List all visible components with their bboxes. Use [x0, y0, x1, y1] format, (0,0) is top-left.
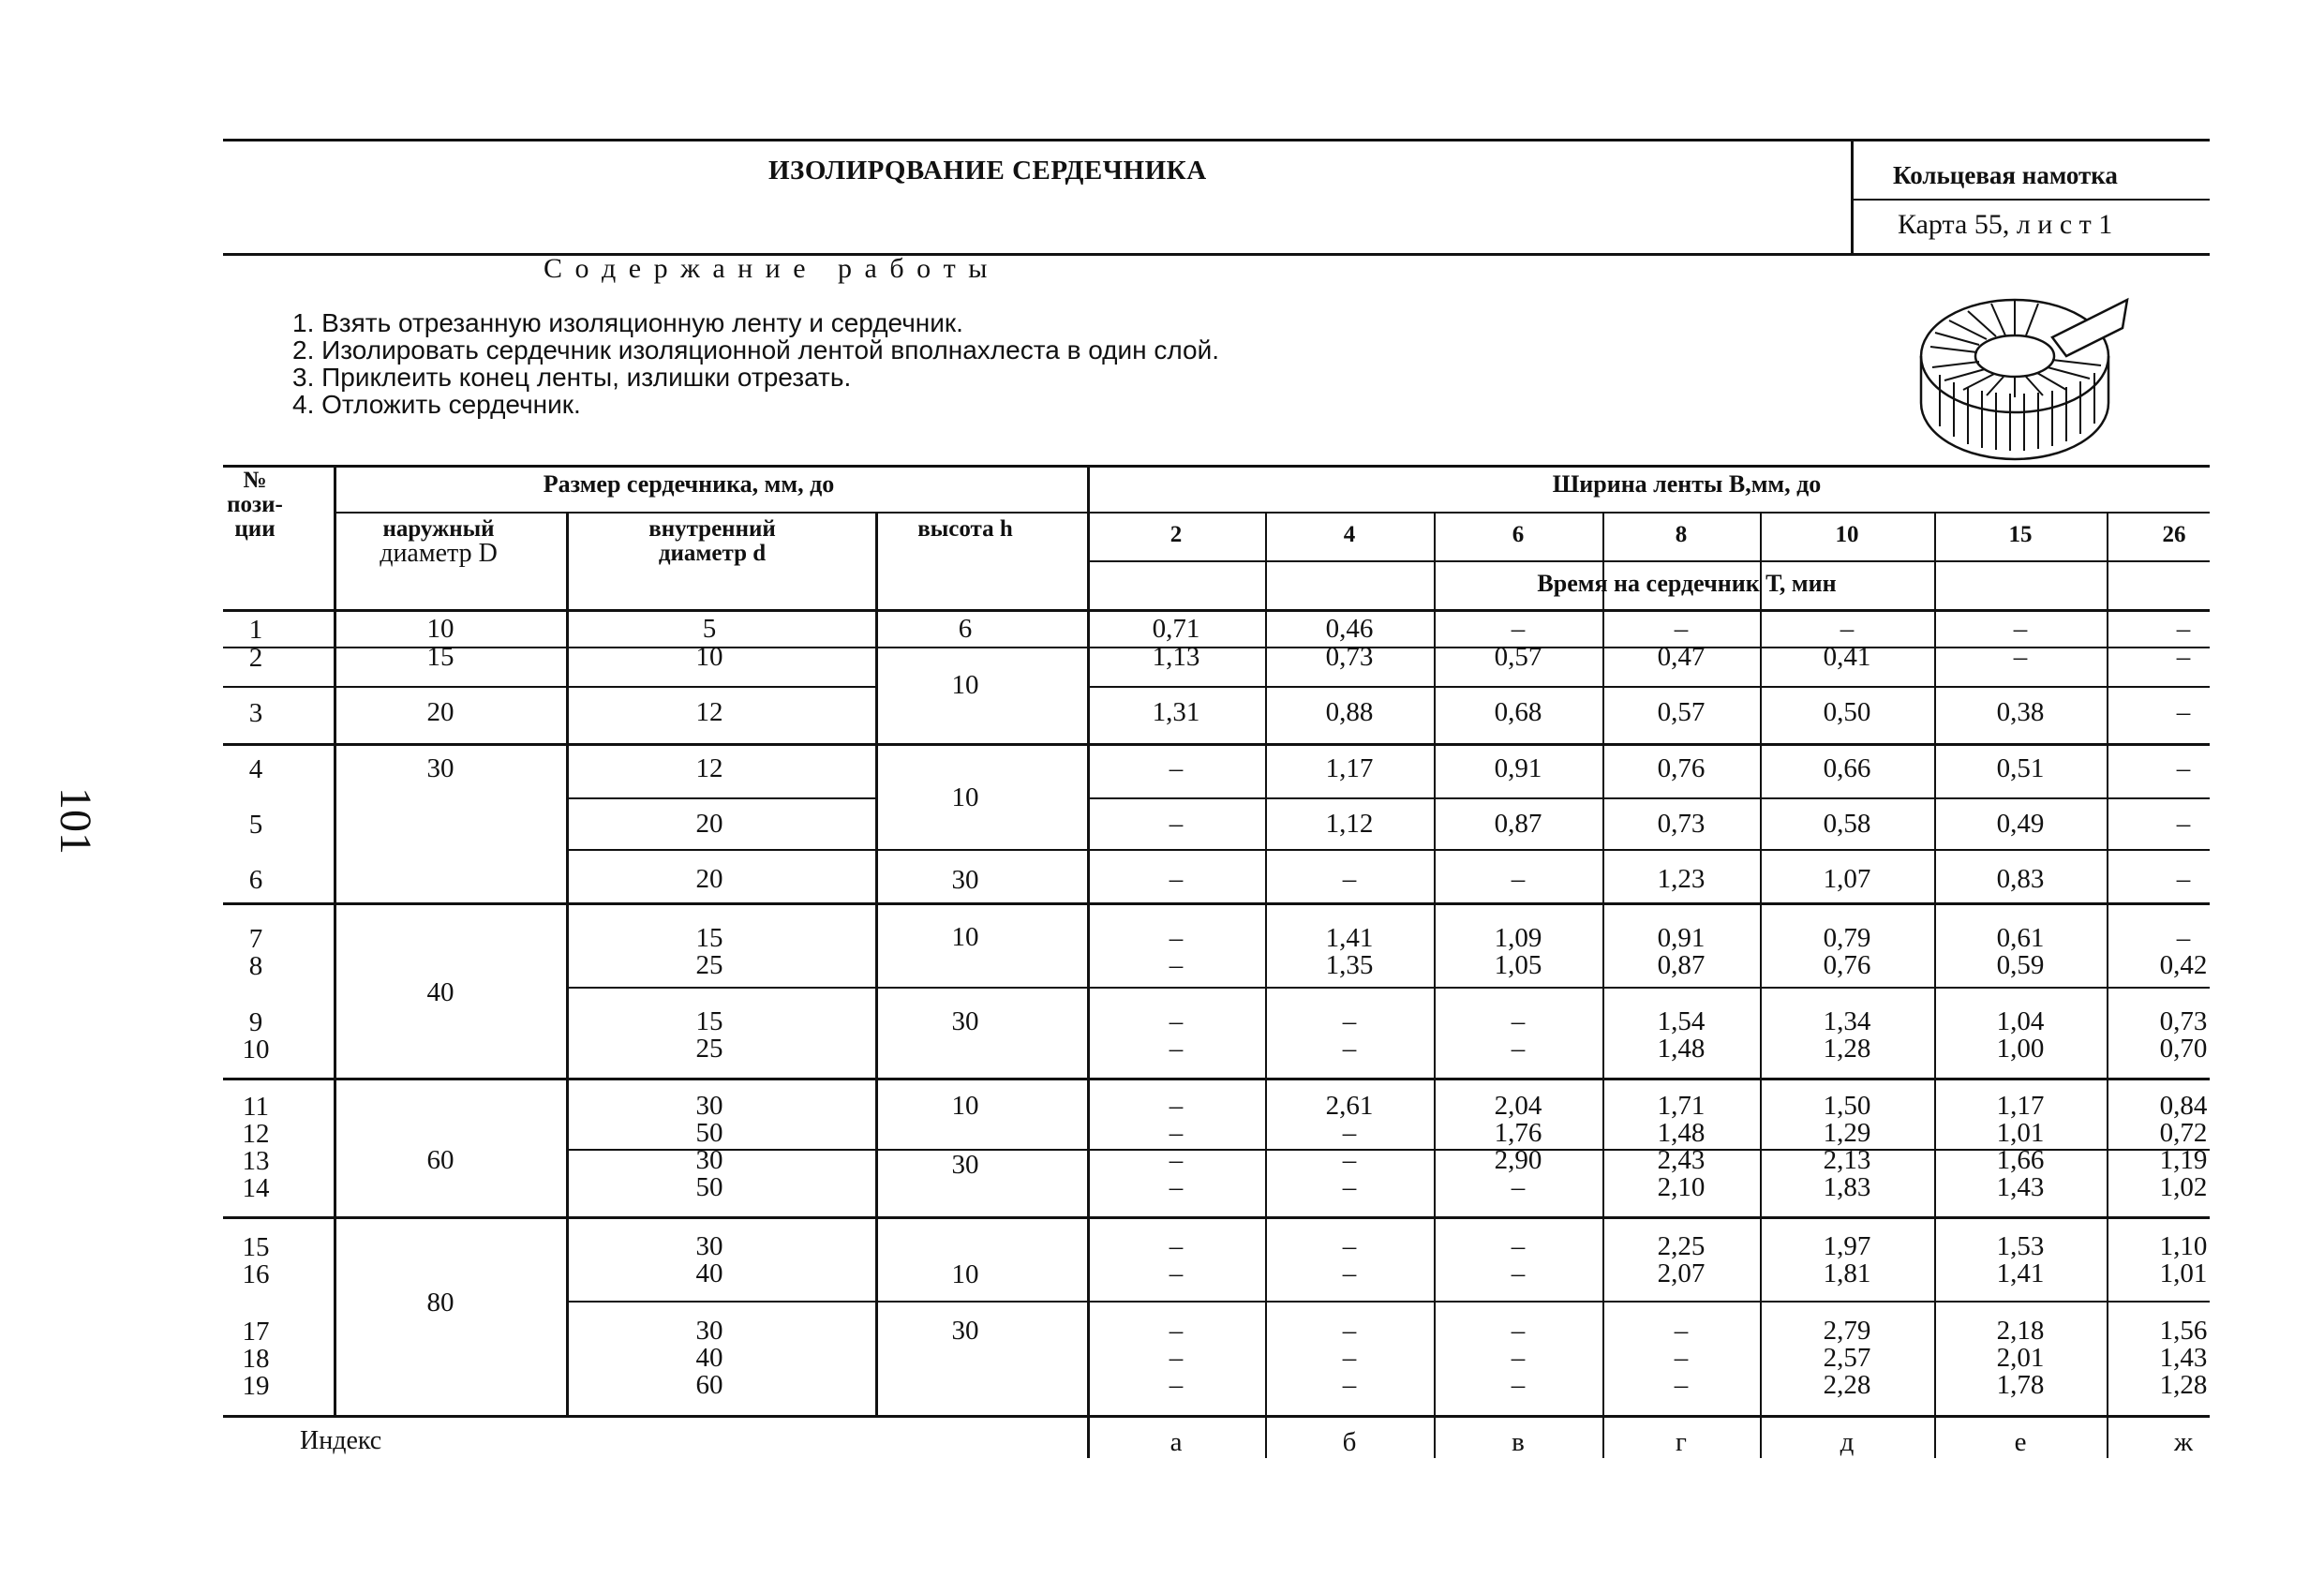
pos: 19 — [242, 1371, 270, 1401]
index-letter: а — [1169, 1427, 1183, 1457]
time-value: – — [1511, 864, 1526, 894]
time-value: 1,71 — [1657, 1091, 1706, 1121]
time-value: – — [1169, 1006, 1184, 1036]
time-value: – — [1511, 1343, 1526, 1373]
core-height: 6 — [958, 614, 973, 644]
time-value: – — [1342, 1145, 1357, 1175]
time-value: 2,28 — [1823, 1370, 1871, 1400]
index-letter: д — [1840, 1427, 1855, 1457]
time-value: 0,49 — [1996, 809, 2045, 839]
inner-diameter: 50 — [695, 1172, 723, 1202]
time-value: 0,87 — [1657, 950, 1706, 980]
index-letter: в — [1512, 1427, 1525, 1457]
time-value: 1,43 — [2159, 1343, 2208, 1373]
time-value: 1,29 — [1823, 1118, 1871, 1148]
time-value: – — [2176, 923, 2191, 953]
time-value: – — [1169, 1172, 1184, 1202]
step-item: 4. Отложить сердечник. — [292, 390, 581, 419]
time-value: 1,41 — [1325, 923, 1374, 953]
time-value: 0,91 — [1494, 753, 1542, 783]
time-value: – — [1169, 1034, 1184, 1064]
time-value: 1,10 — [2159, 1231, 2208, 1261]
content-heading: С о д е р ж а н и е р а б о т ы — [544, 253, 991, 284]
index-letter: ж — [2173, 1427, 2194, 1457]
card-number: Карта 55, л и с т 1 — [1898, 209, 2113, 240]
time-value: 0,87 — [1494, 809, 1542, 839]
width-col-15: 15 — [2008, 522, 2033, 547]
inner-diameter: 10 — [695, 642, 723, 672]
time-value: 1,01 — [2159, 1258, 2208, 1288]
time-value: – — [1169, 950, 1184, 980]
time-value: 1,31 — [1152, 697, 1200, 727]
time-value: – — [1342, 1034, 1357, 1064]
time-value: 1,12 — [1325, 809, 1374, 839]
pos: 12 — [242, 1119, 270, 1149]
time-value: 0,73 — [2159, 1006, 2208, 1036]
outer-diameter: 20 — [426, 697, 454, 727]
pos: 13 — [242, 1146, 270, 1176]
time-value: – — [1511, 614, 1526, 644]
time-value: 1,54 — [1657, 1006, 1706, 1036]
page-title: ИЗОЛИРQВАНИЕ СЕРДЕЧНИКА — [768, 156, 1207, 186]
time-value: 1,48 — [1657, 1034, 1706, 1064]
time-value: – — [1342, 1258, 1357, 1288]
time-value: 1,07 — [1823, 864, 1871, 894]
pos: 2 — [248, 643, 263, 673]
time-value: 1,17 — [1996, 1091, 2045, 1121]
time-value: 1,48 — [1657, 1118, 1706, 1148]
width-group-header: Ширина ленты В,мм, до — [1552, 470, 1822, 498]
pos: 17 — [242, 1317, 270, 1347]
index-letter: б — [1342, 1427, 1357, 1457]
time-value: 1,23 — [1657, 864, 1706, 894]
time-value: – — [1674, 1316, 1689, 1346]
size-group-header: Размер сердечника, мм, до — [543, 470, 835, 498]
time-value: 1,00 — [1996, 1034, 2045, 1064]
time-value: 1,76 — [1494, 1118, 1542, 1148]
time-value: 1,28 — [1823, 1034, 1871, 1064]
index-letter: е — [2014, 1427, 2027, 1457]
col-outer-diameter: наружный диаметр D — [380, 516, 498, 568]
time-value: – — [1342, 1118, 1357, 1148]
time-value: 0,83 — [1996, 864, 2045, 894]
time-value: – — [1342, 864, 1357, 894]
toroid-core-illustration — [1912, 281, 2137, 469]
time-value: 2,01 — [1996, 1343, 2045, 1373]
time-value: 0,51 — [1996, 753, 2045, 783]
outer-diameter: 30 — [426, 753, 454, 783]
width-col-10: 10 — [1835, 522, 1859, 547]
time-value: – — [1511, 1258, 1526, 1288]
time-value: 0,47 — [1657, 642, 1706, 672]
inner-diameter: 40 — [695, 1343, 723, 1373]
time-value: 0,46 — [1325, 614, 1374, 644]
time-value: – — [1169, 1145, 1184, 1175]
time-value: 2,04 — [1494, 1091, 1542, 1121]
pos: 15 — [242, 1232, 270, 1262]
pos: 4 — [248, 754, 263, 784]
pos: 8 — [248, 951, 263, 981]
time-value: 0,57 — [1494, 642, 1542, 672]
time-value: – — [1169, 1370, 1184, 1400]
time-value: – — [1169, 1316, 1184, 1346]
core-height: 30 — [951, 1006, 979, 1036]
inner-diameter: 30 — [695, 1316, 723, 1346]
inner-diameter: 20 — [695, 864, 723, 894]
time-value: 1,43 — [1996, 1172, 2045, 1202]
index-letter: г — [1676, 1427, 1687, 1457]
time-value: 0,38 — [1996, 697, 2045, 727]
time-value: 1,01 — [1996, 1118, 2045, 1148]
time-value: 0,58 — [1823, 809, 1871, 839]
time-value: – — [1169, 809, 1184, 839]
time-value: – — [1169, 1343, 1184, 1373]
time-value: 1,53 — [1996, 1231, 2045, 1261]
time-value: – — [2176, 753, 2191, 783]
time-value: 1,09 — [1494, 923, 1542, 953]
time-value: 2,57 — [1823, 1343, 1871, 1373]
time-value: – — [2176, 864, 2191, 894]
time-value: – — [2013, 642, 2028, 672]
inner-diameter: 25 — [695, 1034, 723, 1064]
inner-diameter: 50 — [695, 1118, 723, 1148]
time-value: – — [1511, 1370, 1526, 1400]
width-col-26: 26 — [2162, 522, 2186, 547]
outer-diameter: 60 — [426, 1145, 454, 1175]
time-value: – — [1511, 1034, 1526, 1064]
width-col-8: 8 — [1675, 522, 1688, 547]
time-value: 0,71 — [1152, 614, 1200, 644]
time-value: 2,25 — [1657, 1231, 1706, 1261]
inner-diameter: 5 — [702, 614, 717, 644]
core-height: 10 — [951, 1091, 979, 1121]
time-value: 1,17 — [1325, 753, 1374, 783]
time-value: 1,28 — [2159, 1370, 2208, 1400]
pos: 18 — [242, 1344, 270, 1374]
time-value: – — [2176, 697, 2191, 727]
inner-diameter: 15 — [695, 1006, 723, 1036]
time-value: 0,50 — [1823, 697, 1871, 727]
time-value: – — [1169, 1231, 1184, 1261]
width-col-6: 6 — [1512, 522, 1525, 547]
steps-list — [292, 309, 1219, 418]
core-height: 30 — [951, 1316, 979, 1346]
time-value: – — [1169, 753, 1184, 783]
pos: 14 — [242, 1173, 270, 1203]
time-value: – — [1674, 1370, 1689, 1400]
col-position-header: № пози- ции — [227, 468, 283, 542]
col-inner-diameter: внутренний диаметр d — [648, 516, 776, 566]
inner-diameter: 12 — [695, 697, 723, 727]
time-value: 1,83 — [1823, 1172, 1871, 1202]
core-height: 10 — [951, 670, 979, 700]
time-value: 0,68 — [1494, 697, 1542, 727]
time-value: 2,43 — [1657, 1145, 1706, 1175]
time-value: – — [1511, 1172, 1526, 1202]
time-value: 0,91 — [1657, 923, 1706, 953]
time-value: 2,10 — [1657, 1172, 1706, 1202]
core-height: 10 — [951, 782, 979, 812]
time-value: 0,59 — [1996, 950, 2045, 980]
index-label: Индекс — [300, 1426, 382, 1455]
time-value: 0,57 — [1657, 697, 1706, 727]
time-value: 2,79 — [1823, 1316, 1871, 1346]
time-value: 1,05 — [1494, 950, 1542, 980]
time-value: 1,56 — [2159, 1316, 2208, 1346]
inner-diameter: 30 — [695, 1091, 723, 1121]
inner-diameter: 12 — [695, 753, 723, 783]
time-value: – — [1342, 1006, 1357, 1036]
time-value: 0,76 — [1823, 950, 1871, 980]
time-value: 1,02 — [2159, 1172, 2208, 1202]
time-value: – — [1342, 1316, 1357, 1346]
time-value: 0,61 — [1996, 923, 2045, 953]
inner-diameter: 15 — [695, 923, 723, 953]
outer-diameter: 15 — [426, 642, 454, 672]
time-header: Время на сердечник Т, мин — [1537, 570, 1837, 597]
pos: 9 — [248, 1007, 263, 1037]
time-value: – — [1511, 1231, 1526, 1261]
time-value: – — [1342, 1343, 1357, 1373]
time-value: – — [1840, 614, 1855, 644]
inner-diameter: 30 — [695, 1231, 723, 1261]
time-value: 1,35 — [1325, 950, 1374, 980]
time-value: 0,41 — [1823, 642, 1871, 672]
time-value: 1,04 — [1996, 1006, 2045, 1036]
time-value: 1,97 — [1823, 1231, 1871, 1261]
time-value: 2,90 — [1494, 1145, 1542, 1175]
step-item: 2. Изолировать сердечник изоляционной лентой вполнахлеста в один слой. — [292, 335, 1220, 365]
time-value: – — [1674, 614, 1689, 644]
pos: 10 — [242, 1035, 270, 1064]
time-value: – — [1511, 1006, 1526, 1036]
inner-diameter: 20 — [695, 809, 723, 839]
time-value: – — [2013, 614, 2028, 644]
time-value: 0,73 — [1657, 809, 1706, 839]
time-value: – — [2176, 642, 2191, 672]
time-value: – — [1169, 1258, 1184, 1288]
time-value: – — [1342, 1370, 1357, 1400]
pos: 11 — [243, 1092, 269, 1122]
outer-diameter: 40 — [426, 977, 454, 1007]
inner-diameter: 60 — [695, 1370, 723, 1400]
pos: 1 — [248, 615, 263, 645]
step-item: 1. Взять отрезанную изоляционную ленту и сердечник. — [292, 308, 963, 337]
core-height: 10 — [951, 1259, 979, 1289]
pos: 5 — [248, 810, 263, 840]
time-value: 1,81 — [1823, 1258, 1871, 1288]
time-value: 0,70 — [2159, 1034, 2208, 1064]
time-value: 1,13 — [1152, 642, 1200, 672]
pos: 3 — [248, 698, 263, 728]
time-value: 0,84 — [2159, 1091, 2208, 1121]
time-value: – — [1169, 1091, 1184, 1121]
core-height: 10 — [951, 922, 979, 952]
time-value: – — [2176, 809, 2191, 839]
time-value: – — [1342, 1231, 1357, 1261]
time-value: 2,18 — [1996, 1316, 2045, 1346]
time-value: – — [1169, 923, 1184, 953]
time-value: – — [2176, 614, 2191, 644]
inner-diameter: 30 — [695, 1145, 723, 1175]
time-value: 0,42 — [2159, 950, 2208, 980]
pos: 16 — [242, 1259, 270, 1289]
page-number: 101 — [51, 787, 100, 855]
time-value: 2,07 — [1657, 1258, 1706, 1288]
time-value: 1,41 — [1996, 1258, 2045, 1288]
time-value: 0,73 — [1325, 642, 1374, 672]
outer-diameter: 80 — [426, 1288, 454, 1318]
time-value: 0,88 — [1325, 697, 1374, 727]
pos: 6 — [248, 865, 263, 895]
time-value: – — [1674, 1343, 1689, 1373]
time-value: 0,66 — [1823, 753, 1871, 783]
time-value: 1,66 — [1996, 1145, 2045, 1175]
category-label: Кольцевая намотка — [1893, 161, 2118, 189]
time-value: 2,13 — [1823, 1145, 1871, 1175]
inner-diameter: 40 — [695, 1258, 723, 1288]
width-col-2: 2 — [1169, 522, 1183, 547]
pos: 7 — [248, 924, 263, 954]
time-value: – — [1511, 1316, 1526, 1346]
time-value: 0,79 — [1823, 923, 1871, 953]
time-value: 1,50 — [1823, 1091, 1871, 1121]
time-value: 1,34 — [1823, 1006, 1871, 1036]
time-value: – — [1342, 1172, 1357, 1202]
step-item: 3. Приклеить конец ленты, излишки отрезать. — [292, 363, 852, 392]
time-value: – — [1169, 864, 1184, 894]
time-value: 0,76 — [1657, 753, 1706, 783]
time-value: 0,72 — [2159, 1118, 2208, 1148]
col-height: высота h — [917, 516, 1013, 542]
time-value: 1,19 — [2159, 1145, 2208, 1175]
core-height: 30 — [951, 1150, 979, 1180]
time-value: – — [1169, 1118, 1184, 1148]
outer-diameter: 10 — [426, 614, 454, 644]
width-col-4: 4 — [1343, 522, 1356, 547]
inner-diameter: 25 — [695, 950, 723, 980]
time-value: 2,61 — [1325, 1091, 1374, 1121]
core-height: 30 — [951, 865, 979, 895]
time-value: 1,78 — [1996, 1370, 2045, 1400]
